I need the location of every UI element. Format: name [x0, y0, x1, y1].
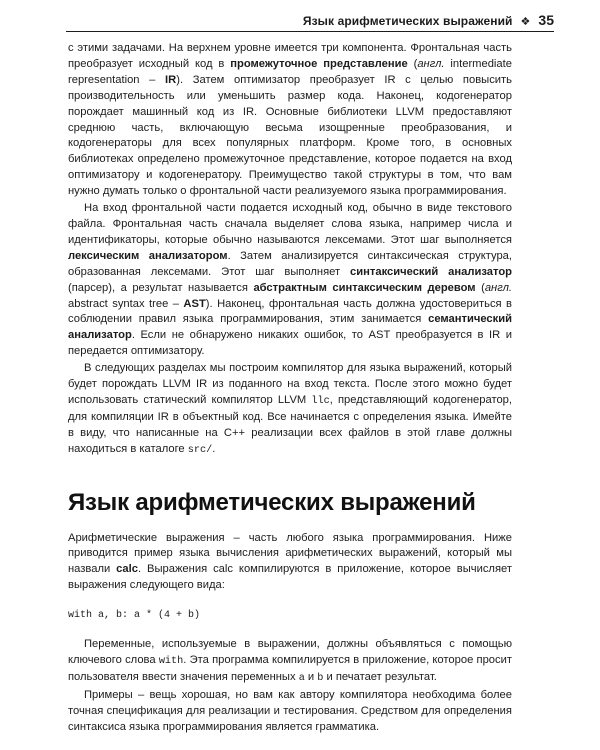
paragraph-3: В следующих разделах мы построим компилятор для языка выражений, который будет порождать LLVM IR из поданного на вход текста. После этого можно будет использовать статический компилятор LLVM llc, представляющий кодогенератор, для компиляции IR в объектный код. Все начинается с определения языка. Имейте в виду, что написанные на C++ реализации всех файлов в этой главе должны находиться в каталоге src/.: [68, 362, 512, 456]
inline-code-a: a: [298, 672, 305, 684]
diamond-ornament-icon: ❖: [520, 16, 531, 28]
term-calc: calc: [116, 563, 138, 576]
code-example: [68, 607, 512, 624]
abbr-engl: англ.: [417, 57, 445, 70]
term-semantic-analyzer: семантический анализатор: [68, 313, 512, 342]
paragraph-4: Арифметические выражения – часть любого языка программирования. Ниже приводится пример языка вычисления арифметических выражений, который мы назвали calc. Выражения calc компилируются в приложение, которое вычисляет выражения следующего вида:: [68, 531, 512, 592]
paragraph-5: Переменные, используемые в выражении, должны объявляться с помощью ключевого слова with. Эта программа компилируется в приложение, которое просит пользователя ввести значения переменных a и b и печатает результат.: [68, 638, 512, 684]
term-lexer: лексическим анализатором: [68, 249, 228, 262]
inline-code-b: b: [317, 672, 324, 684]
header-section-title: Язык арифметических выражений: [302, 14, 513, 28]
section-heading: Язык арифметических выражений: [68, 488, 476, 516]
page-number: 35: [538, 12, 554, 28]
inline-code-with: with: [158, 656, 184, 667]
paragraph-1: с этими задачами. На верхнем уровне имеется три компонента. Фронтальная часть преобразует исходный код в промежуточное представление (англ. intermediate representation – IR). Затем оптимизатор преобразует IR с целью повысить производительность или уменьшить размер кода. Наконец, кодогенератор порождает машинный код из IR. Основные библиотеки LLVM предоставляют среднюю часть, включающую весьма изощренные преобразования, и кодогенераторы для всех популярных платформ. Кроме того, в основных библиотеках определено промежуточное представление, которое подается на вход оптимизатору и кодогенератору. Преимущество такой структуры в том, что вам нужно думать только о фронтальной части реализуемого языка программирования.: [68, 42, 512, 198]
abbr-ir: IR: [165, 73, 177, 86]
term-ir: промежуточное представление: [230, 57, 408, 70]
code-line: with a, b: a * (4 + b): [68, 610, 201, 622]
inline-code-llc: llc: [311, 395, 330, 407]
running-header: [66, 10, 554, 32]
page-body: [68, 41, 512, 736]
paragraph-2: На вход фронтальной части подается исходный код, обычно в виде текстового файла. Фронтальная часть сначала выделяет слова языка, например числа и идентификаторы, которые обычно называются лексемами. Этот шаг выполняется лексическим анализатором. Затем анализируется синтаксическая структура, образованная лексемами. Этот шаг выполняет синтаксический анализатор (парсер), а результат называется абстрактным синтаксическим деревом (англ. abstract syntax tree – AST). Наконец, фронтальная часть должна удостовериться в соблюдении правил языка программирования, этим занимается семантический анализатор. Если не обнаружено никаких ошибок, то AST преобразуется в IR и передается оптимизатору.: [68, 202, 512, 358]
inline-code-src: src/: [187, 444, 213, 456]
term-ast: абстрактным синтаксическим деревом: [253, 281, 476, 294]
abbr-ast: AST: [183, 297, 206, 310]
term-parser: синтаксический анализатор: [350, 265, 512, 278]
abbr-engl: англ.: [484, 281, 512, 294]
paragraph-6: Примеры – вещь хорошая, но вам как автору компилятора необходима более точная спецификация для реализации и тестирования. Средством для определения синтаксиса языка программирования является грамматика.: [68, 688, 512, 733]
